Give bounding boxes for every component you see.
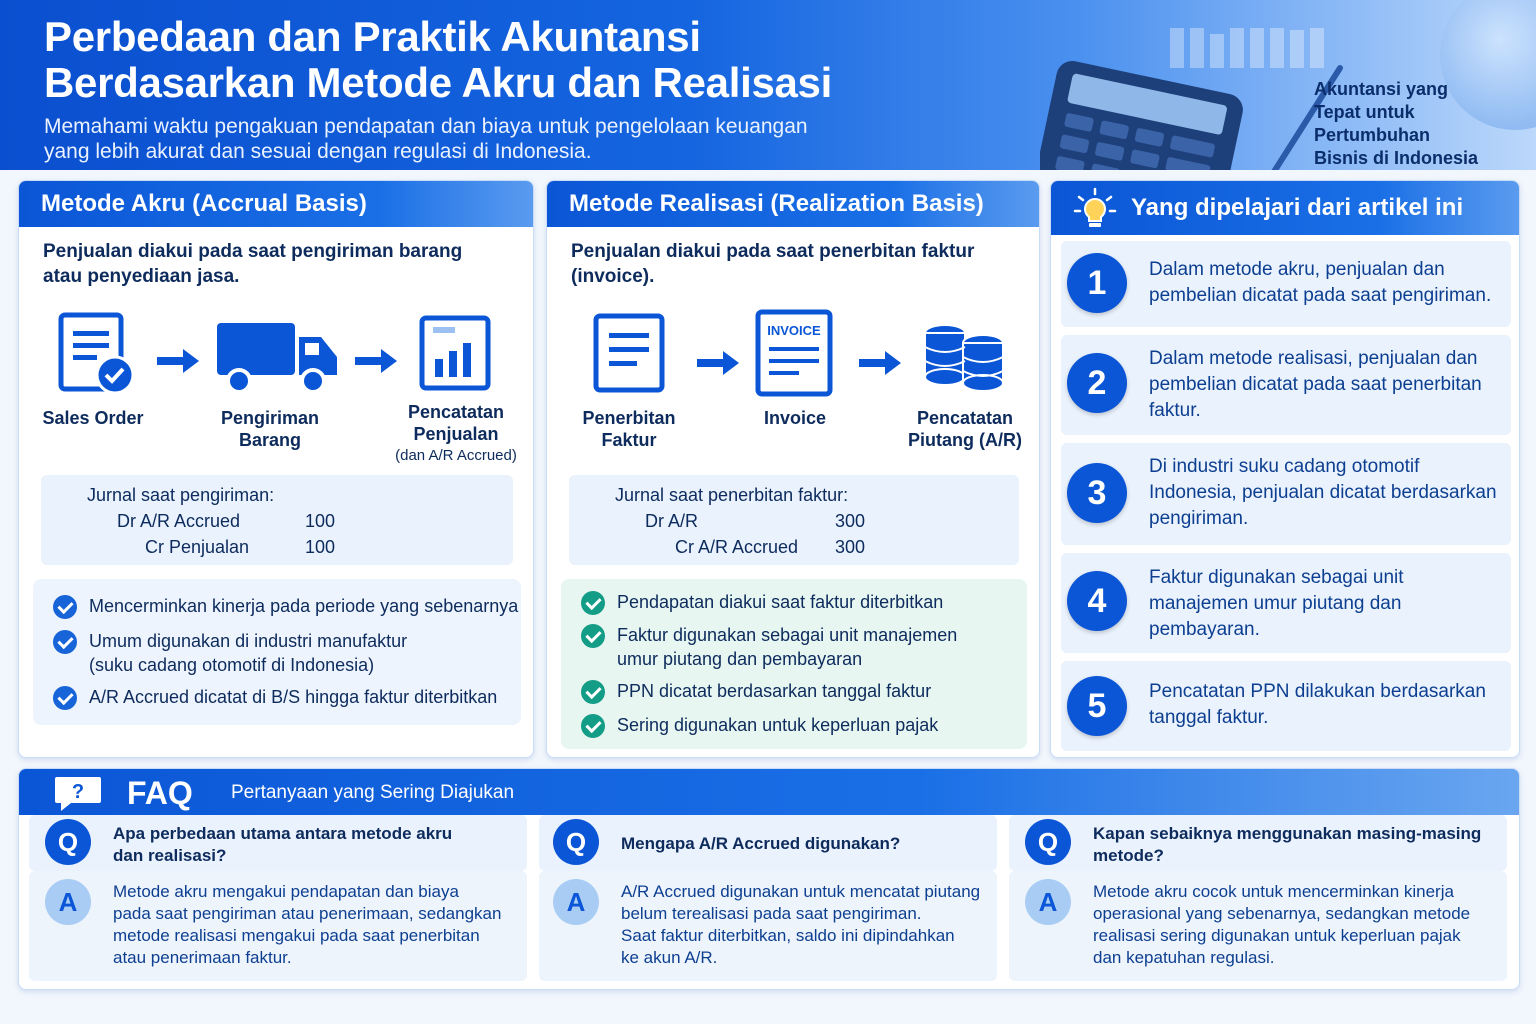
faq-question: Q Mengapa A/R Accrued digunakan? — [539, 815, 997, 871]
realization-journal — [569, 475, 1019, 565]
list-item: Sering digunakan untuk keperluan pajak — [617, 715, 939, 735]
number-badge: 4 — [1067, 571, 1127, 631]
journal-debit-amount: 300 — [835, 511, 866, 531]
truck-icon — [215, 321, 339, 395]
journal-debit-account: Dr A/R — [645, 511, 699, 531]
number-badge: 1 — [1067, 253, 1127, 313]
journal-credit-account: Cr Penjualan — [145, 537, 250, 557]
list-item: Pendapatan diakui saat faktur diterbitkan — [617, 592, 944, 612]
list-item: Umum digunakan di industri manufaktur — [89, 631, 408, 651]
accrual-journal — [41, 475, 513, 565]
svg-text:?: ? — [71, 781, 85, 803]
list-item: Faktur digunakan sebagai unit manajemen — [617, 625, 958, 645]
journal-title: Jurnal saat pengiriman: — [87, 485, 275, 505]
accrual-benefits — [33, 579, 521, 725]
flow-step-receivable-record: Pencatatan Piutang (A/R) — [908, 408, 1022, 450]
flow-step-sales-order: Sales Order — [42, 408, 144, 428]
faq-item — [529, 815, 999, 981]
journal-credit-account: Cr A/R Accrued — [675, 537, 799, 557]
faq-subtitle: Pertanyaan yang Sering Diajukan — [231, 782, 515, 803]
accrual-description: Penjualan diakui pada saat pengiriman barang atau penyediaan jasa. — [43, 241, 463, 287]
check-icon — [581, 591, 605, 615]
learn-card-title: Yang dipelajari dari artikel ini — [1051, 181, 1519, 235]
flow-step-shipment: Pengiriman Barang — [220, 408, 320, 450]
lightbulb-icon — [1073, 187, 1117, 231]
journal-debit-amount: 100 — [305, 511, 336, 531]
realization-description: Penjualan diakui pada saat penerbitan faktur (invoice). — [571, 241, 975, 287]
faq-section — [18, 768, 1520, 990]
number-badge: 3 — [1067, 463, 1127, 523]
list-item: A/R Accrued dicatat di B/S hingga faktur diterbitkan — [89, 687, 498, 707]
faq-answer: A Metode akru cocok untuk mencerminkan kinerja operasional yang sebenarnya, sedangkan metode realisasi sering digunakan untuk keperluan pajak dan kepatuhan regulasi. — [1009, 871, 1507, 981]
number-badge: 5 — [1067, 676, 1127, 736]
number-badge: 2 — [1067, 353, 1127, 413]
journal-credit-amount: 100 — [305, 537, 336, 557]
database-icon — [923, 321, 1007, 393]
check-icon — [53, 686, 77, 710]
answer-badge: A — [45, 879, 91, 925]
realization-benefits — [561, 579, 1027, 749]
arrow-icon — [697, 351, 739, 375]
faq-question: Q Apa perbedaan utama antara metode akru dan realisasi? — [29, 815, 527, 871]
accrual-card — [18, 180, 534, 758]
check-icon — [53, 595, 77, 619]
learn-item — [1061, 661, 1511, 751]
journal-debit-account: Dr A/R Accrued — [117, 511, 241, 531]
faq-answer: A Metode akru mengakui pendapatan dan biaya pada saat pengiriman atau penerimaan, sedangkan metode realisasi mengakui pada saat penerbitan atau penerimaan faktur. — [29, 871, 527, 981]
chart-report-icon — [419, 315, 493, 393]
check-icon — [581, 624, 605, 648]
faq-answer: A A/R Accrued digunakan untuk mencatat piutang belum terealisasi pada saat pengiriman. Saat faktur diterbitkan, saldo ini dipindahkan ke akun A/R. — [539, 871, 997, 981]
learn-item — [1061, 553, 1511, 653]
faq-item — [999, 815, 1509, 981]
learn-item — [1061, 335, 1511, 435]
learn-item-text: Faktur digunakan sebagai unit manajemen umur piutang dan pembayaran. — [1149, 567, 1404, 640]
learn-card — [1050, 180, 1520, 758]
invoice-icon — [755, 309, 835, 399]
faq-question: Q Kapan sebaiknya menggunakan masing-masing metode? — [1009, 815, 1507, 871]
learn-item — [1061, 443, 1511, 545]
question-badge: Q — [1025, 819, 1071, 865]
header-tagline: Akuntansi yang Tepat untuk Pertumbuhan Bisnis di Indonesia — [1314, 79, 1479, 168]
arrow-icon — [859, 351, 901, 375]
flow-step-invoice: Invoice — [763, 408, 827, 428]
realization-card — [546, 180, 1040, 758]
flow-step-invoice-issue: Penerbitan Faktur — [582, 408, 676, 450]
question-bubble-icon — [53, 773, 103, 813]
list-item: (suku cadang otomotif di Indonesia) — [89, 655, 375, 675]
realization-card-title: Metode Realisasi (Realization Basis) — [547, 181, 1039, 227]
header-banner — [0, 0, 1536, 170]
list-item: PPN dicatat berdasarkan tanggal faktur — [617, 681, 932, 701]
flow-step-sales-record: Pencatatan Penjualan (dan A/R Accrued) — [395, 402, 517, 464]
faq-title: FAQ — [127, 775, 193, 811]
check-icon — [581, 714, 605, 738]
page-subtitle: Memahami waktu pengakuan pendapatan dan biaya untuk pengelolaan keuangan yang lebih akurat dan sesuai dengan regulasi di Indonesia. — [44, 115, 808, 163]
journal-credit-amount: 300 — [835, 537, 866, 557]
list-item: umur piutang dan pembayaran — [617, 649, 863, 669]
question-badge: Q — [45, 819, 91, 865]
arrow-icon — [157, 349, 199, 373]
faq-header — [19, 769, 1519, 815]
page-title: Perbedaan dan Praktik Akuntansi Berdasarkan Metode Akru dan Realisasi — [44, 13, 832, 106]
sales-order-icon — [57, 311, 137, 397]
list-item: Mencerminkan kinerja pada periode yang sebenarnya — [89, 596, 519, 616]
learn-item-text: Dalam metode realisasi, penjualan dan pembelian dicatat pada saat penerbitan faktur. — [1149, 348, 1482, 421]
learn-item-text: Di industri suku cadang otomotif Indonesia, penjualan dicatat berdasarkan pengiriman. — [1149, 456, 1497, 529]
arrow-icon — [355, 349, 397, 373]
check-icon — [581, 680, 605, 704]
learn-item-text: Dalam metode akru, penjualan dan pembelian dicatat pada saat pengiriman. — [1149, 259, 1492, 306]
question-badge: Q — [553, 819, 599, 865]
faq-item — [19, 815, 529, 981]
document-icon — [593, 313, 667, 395]
check-icon — [53, 630, 77, 654]
answer-badge: A — [553, 879, 599, 925]
answer-badge: A — [1025, 879, 1071, 925]
learn-item-text: Pencatatan PPN dilakukan berdasarkan tanggal faktur. — [1149, 681, 1486, 728]
accrual-card-title: Metode Akru (Accrual Basis) — [19, 181, 533, 227]
invoice-badge: INVOICE — [767, 323, 821, 338]
journal-title: Jurnal saat penerbitan faktur: — [615, 485, 849, 505]
learn-item — [1061, 241, 1511, 327]
